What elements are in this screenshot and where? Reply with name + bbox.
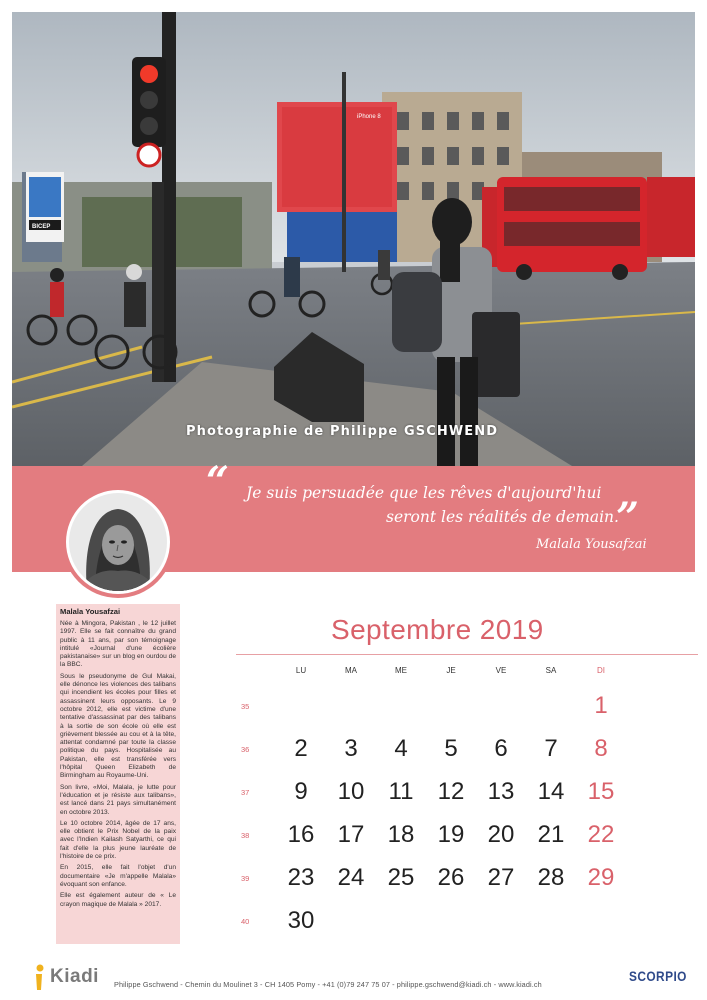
quote-line-2: seront les réalités de demain.	[386, 508, 619, 526]
bio-paragraph: Le 10 octobre 2014, âgée de 17 ans, elle obtient le Prix Nobel de la paix avec l'Indien Kailash Satyarthi, ce qui fait d'elle la plus jeune lauréate de l'histoire de ce prix.	[60, 819, 176, 861]
week-number: 37	[241, 788, 250, 797]
calendar-day: 20	[487, 821, 515, 848]
calendar-day: 15	[587, 778, 615, 805]
photo-credit: Photographie de Philippe GSCHWEND	[186, 424, 499, 439]
week-number: 36	[241, 745, 250, 754]
calendar-day: 6	[494, 735, 508, 762]
biography-box	[56, 604, 180, 944]
footer-contact: Philippe Gschwend - Chemin du Moulinet 3 - CH 1405 Pomy - +41 (0)79 247 75 07 - philippe.gschwend@kiadi.ch - www.kiadi.ch	[114, 980, 542, 989]
bio-title: Malala Yousafzai	[60, 607, 121, 616]
portrait-image	[69, 493, 167, 591]
calendar-day: 9	[294, 778, 308, 805]
footer-logo-text: Kiadi	[50, 966, 99, 987]
calendar-day: 7	[544, 735, 558, 762]
bicep-sign: BICEP	[32, 224, 51, 230]
weekday-header: SA	[545, 666, 557, 675]
quote-open-mark: “	[206, 458, 230, 505]
calendar-day: 13	[487, 778, 515, 805]
calendar-day: 3	[344, 735, 358, 762]
calendar-day: 21	[537, 821, 565, 848]
quote-line-1: Je suis persuadée que les rêves d'aujourd'hui	[246, 484, 602, 502]
weekday-header: MA	[345, 666, 357, 675]
week-number: 35	[241, 702, 250, 711]
scorpio-brand: SCORPIO	[629, 968, 687, 984]
street-scene-illustration	[12, 12, 695, 466]
calendar-day: 11	[388, 778, 414, 805]
portrait-ring	[66, 490, 170, 594]
weekday-header: ME	[395, 666, 407, 675]
week-number: 38	[241, 831, 250, 840]
weekday-header: JE	[446, 666, 456, 675]
calendar-day: 5	[444, 735, 458, 762]
calendar-day: 22	[587, 821, 615, 848]
calendar-day: 25	[387, 864, 415, 891]
bio-paragraph: Son livre, «Moi, Malala, je lutte pour l'éducation et je résiste aux talibans», est lancé dans 21 pays simultanément en octobre 2013.	[60, 783, 176, 816]
calendar-day: 10	[337, 778, 365, 805]
calendar-day: 8	[594, 735, 608, 762]
calendar-day: 12	[437, 778, 465, 805]
bio-paragraph: Née à Mingora, Pakistan , le 12 juillet 1997. Elle se fait connaître du grand public à 11 ans, par son témoignage intitulé «Journal d'une écolière pakistanaise» sur un blog en ourdou de la BBC.	[60, 620, 176, 669]
billboard-sign: iPhone 8	[357, 114, 381, 120]
calendar-day: 27	[487, 864, 515, 891]
quote-author: Malala Yousafzai	[536, 537, 647, 552]
weekday-header: VE	[495, 666, 507, 675]
bio-paragraph: Sous le pseudonyme de Gul Makai, elle dénonce les violences des talibans qui incendient les écoles pour filles et assassinent leurs opposants. Le 9 octobre 2012, elle est victime d'une tentative d'assassinat par des talibans à la sortie de son école où elle est grièvement blessée au cou et à la tête, attentat condamné par toute la classe politique du pays. Hospitalisée au Pakistan, elle est transférée vers l'hôpital Queen Elizabeth de Birmingham au Royaume-Uni.	[60, 672, 176, 780]
calendar-day: 24	[337, 864, 365, 891]
calendar-divider	[236, 654, 698, 655]
calendar-day: 2	[294, 735, 308, 762]
portrait-frame	[62, 486, 174, 598]
bio-paragraph: Elle est également auteur de « Le crayon magique de Malala » 2017.	[60, 892, 176, 908]
calendar-day: 29	[587, 864, 615, 891]
calendar-day: 23	[287, 864, 315, 891]
calendar-day: 19	[437, 821, 465, 848]
calendar-day: 28	[537, 864, 565, 891]
bio-paragraph: En 2015, elle fait l'objet d'un documentaire «Je m'appelle Malala» évoquant son enfance.	[60, 864, 176, 888]
calendar-day: 4	[394, 735, 408, 762]
week-number: 40	[241, 917, 250, 926]
calendar-day: 16	[287, 821, 315, 848]
street-photo	[12, 12, 695, 466]
calendar-day: 30	[287, 907, 315, 934]
calendar-day: 14	[537, 778, 565, 805]
calendar-day: 26	[437, 864, 465, 891]
calendar-title: Septembre 2019	[331, 614, 544, 645]
weekday-header: DI	[597, 666, 605, 675]
calendar-day: 17	[337, 821, 365, 848]
calendar-day: 18	[387, 821, 415, 848]
weekday-header: LU	[295, 666, 307, 675]
quote-close-mark: ”	[616, 494, 640, 541]
week-number: 39	[241, 874, 250, 883]
calendar-day: 1	[594, 692, 608, 719]
